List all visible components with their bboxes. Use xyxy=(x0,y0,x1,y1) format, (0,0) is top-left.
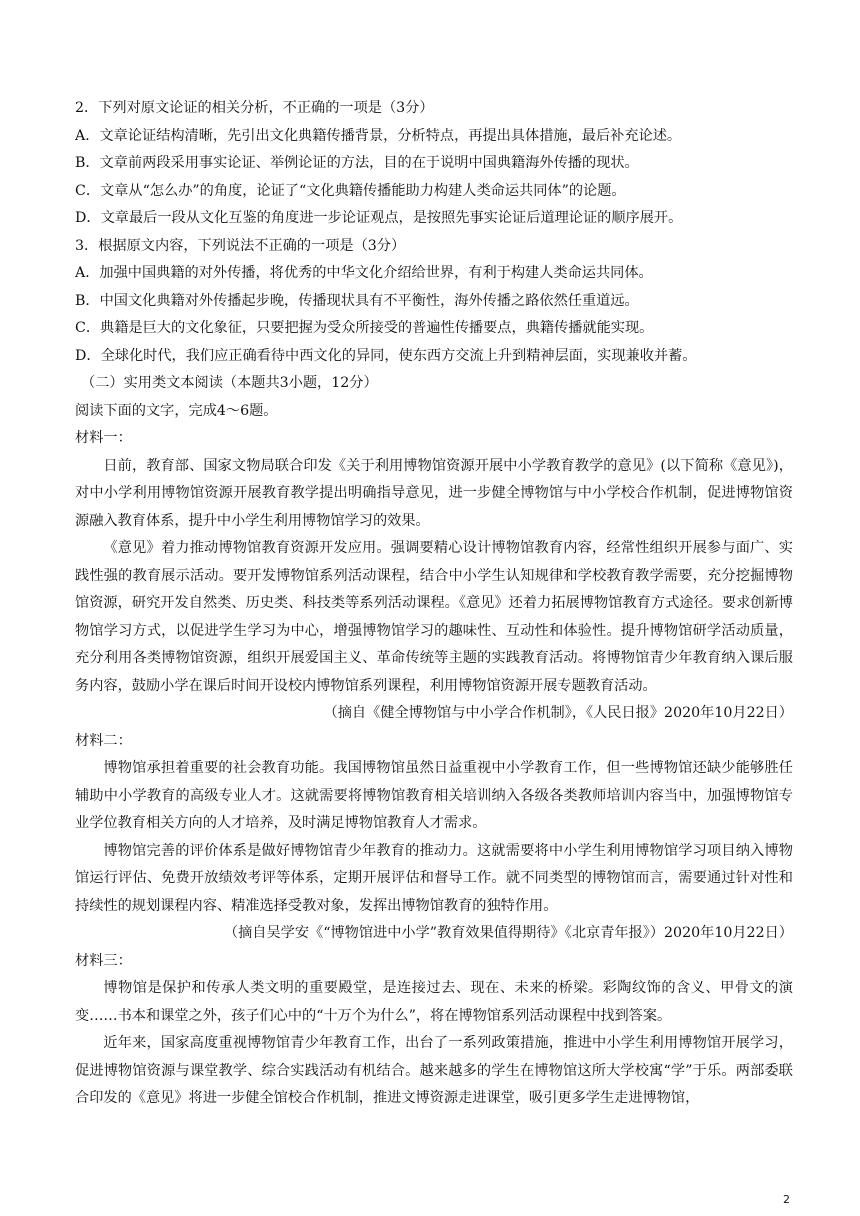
question-3-option-d: D．全球化时代，我们应正确看待中西文化的异同，使东西方交流上升到精神层面，实现兼收并蓄。 xyxy=(75,347,697,364)
material-3-label: 材料三： xyxy=(75,952,132,969)
question-2-option-c: C．文章从“怎么办”的角度，论证了“文化典籍传播能助力构建人类命运共同体”的论题。 xyxy=(75,182,626,199)
material-2-label: 材料二： xyxy=(75,732,132,749)
material-1-paragraph: 《意见》着力推动博物馆教育资源开发应用。强调要精心设计博物馆教育内容，经常性组织开展参与面广、实践性强的教育展示活动。要开发博物馆系列活动课程，结合中小学生认知规律和学校教育教学需要，充分挖掘博物馆资源，研究开发自然类、历史类、科技类等系列活动课程。《意见》还着力拓展博物馆教育方式途径。要求创新博物馆学习方式，以促进学生学习为中心，增强博物馆学习的趣味性、互动性和体验性。提升博物馆研学活动质量，充分利用各类博物馆资源，组织开展爱国主义、革命传统等主题的实践教育活动。将博物馆青少年教育纳入课后服务内容，鼓励小学在课后时间开设校内博物馆系列课程，利用博物馆资源开展专题教育活动。 xyxy=(75,540,793,694)
question-2-option-a: A．文章论证结构清晰，先引出文化典籍传播背景，分析特点，再提出具体措施，最后补充论述。 xyxy=(75,127,682,144)
question-3-option-b: B．中国文化典籍对外传播起步晚，传播现状具有不平衡性，海外传播之路依然任重道远。 xyxy=(75,292,639,309)
question-3-stem: 3．根据原文内容，下列说法不正确的一项是（3分） xyxy=(75,237,406,254)
material-2-source: （摘自吴学安《“博物馆进中小学”教育效果值得期待》《北京青年报》）2020年10月22日） xyxy=(223,925,793,941)
material-2-paragraph: 博物馆完善的评价体系是做好博物馆青少年教育的推动力。这就需要将中小学生利用博物馆学习项目纳入博物馆运行评估、免费开放绩效考评等体系，定期开展评估和督导工作。就不同类型的博物馆而言，需要通过针对性和持续性的规划课程内容、精准选择受教对象，发挥出博物馆教育的独特作用。 xyxy=(75,842,793,914)
page-number: 2 xyxy=(783,1193,790,1206)
question-2-option-b: B．文章前两段采用事实论证、举例论证的方法，目的在于说明中国典籍海外传播的现状。 xyxy=(75,155,639,171)
question-2-stem: 2．下列对原文论证的相关分析，不正确的一项是（3分） xyxy=(75,100,434,116)
material-3-paragraph: 近年来，国家高度重视博物馆青少年教育工作，出台了一系列政策措施，推进中小学生利用博物馆开展学习，促进博物馆资源与课堂教学、综合实践活动有机结合。越来越多的学生在博物馆这所大学校寓“学”于乐。两部委联合印发的《意见》将进一步健全馆校合作机制，推进文博资源走进课堂，吸引更多学生走进博物馆， xyxy=(75,1035,793,1106)
question-3-option-a: A．加强中国典籍的对外传播，将优秀的中华文化介绍给世界，有利于构建人类命运共同体。 xyxy=(75,265,653,281)
question-2-option-d: D．文章最后一段从文化互鉴的角度进一步论证观点，是按照先事实论证后道理论证的顺序展开。 xyxy=(75,210,683,226)
page-content xyxy=(75,95,793,1113)
section-heading: （二）实用类文本阅读（本题共3小题，12分） xyxy=(81,375,378,391)
material-3-paragraph: 博物馆是保护和传承人类文明的重要殿堂，是连接过去、现在、未来的桥梁。彩陶纹饰的含义、甲骨文的演变……书本和课堂之外，孩子们心中的“十万个为什么”，将在博物馆系列活动课程中找到答案。 xyxy=(75,980,793,1024)
section-instruction: 阅读下面的文字，完成4～6题。 xyxy=(75,402,278,419)
material-1-paragraph: 日前，教育部、国家文物局联合印发《关于利用博物馆资源开展中小学教育教学的意见》(以下简称《意见》)，对中小学利用博物馆资源开展教育教学提出明确指导意见，进一步健全博物馆与中小学校合作机制，促进博物馆资源融入教育体系，提升中小学生利用博物馆学习的效果。 xyxy=(75,457,793,529)
material-1-label: 材料一： xyxy=(75,430,132,446)
material-1-source: （摘自《健全博物馆与中小学合作机制》，《人民日报》2020年10月22日） xyxy=(323,705,793,721)
question-3-option-c: C．典籍是巨大的文化象征，只要把握为受众所接受的普遍性传播要点，典籍传播就能实现。 xyxy=(75,320,654,336)
material-2-paragraph: 博物馆承担着重要的社会教育功能。我国博物馆虽然日益重视中小学教育工作，但一些博物馆还缺少能够胜任辅助中小学教育的高级专业人才。这就需要将博物馆教育相关培训纳入各级各类教师培训内容当中，加强博物馆专业学位教育相关方向的人才培养，及时满足博物馆教育人才需求。 xyxy=(75,760,793,831)
